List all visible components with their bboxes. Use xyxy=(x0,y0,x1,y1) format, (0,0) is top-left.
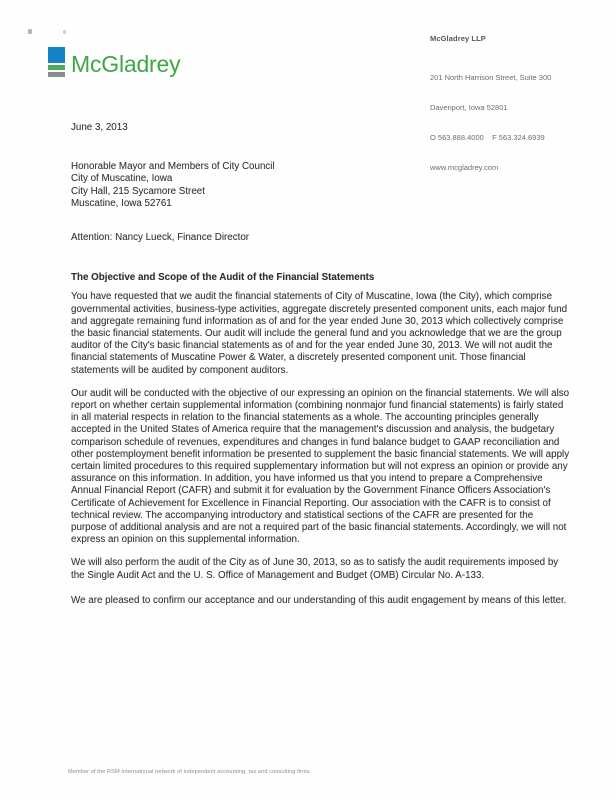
letter-heading: The Objective and Scope of the Audit of the Financial Statements xyxy=(71,272,375,284)
recipient-line: City Hall, 215 Sycamore Street xyxy=(71,185,205,197)
recipient-line: Honorable Mayor and Members of City Council xyxy=(71,161,275,173)
firm-address-line: 201 North Harrison Street, Suite 300 xyxy=(430,73,552,82)
firm-name: McGladrey LLP xyxy=(430,34,486,43)
mcgladrey-wordmark: McGladrey xyxy=(71,51,181,77)
recipient-line: Muscatine, Iowa 52761 xyxy=(71,197,172,209)
letter-paragraph: You have requested that we audit the financial statements of City of Muscatine, Iowa (the City), which comprise governmental activities, business-type activities, aggregate discretely presented component units, each major fund and aggregate remaining fund information as of and for the year ended June 30, 2013 which collectively comprise the basic financial statements. Our audit will include the general fund and you acknowledge that we are the group auditor of the City's basic financial statements as of and for the year ended June 30, 2013. We will not audit the financial statements of Muscatine Power & Water, a discretely presented component unit. Those financial statements will be audited by component auditors. xyxy=(71,291,568,376)
rsm-member-footnote: Member of the RSM International network of independent accounting, tax and consulting firms. xyxy=(68,769,312,775)
logo-green-bar-icon xyxy=(48,65,65,70)
letter-body xyxy=(71,122,571,618)
firm-address-line: Davenport, Iowa 52801 xyxy=(430,103,508,112)
letter-date: June 3, 2013 xyxy=(71,122,128,133)
scan-artifact xyxy=(63,30,66,34)
scan-artifact xyxy=(28,29,32,34)
letter-paragraph: Our audit will be conducted with the objective of our expressing an opinion on the financial statements. We will also report on whether certain supplemental information (combining nonmajor fund financial statements) is fairly stated in all material respects in relation to the financial statements as a whole. The accounting principles generally accepted in the United States of America require that the management's discussion and analysis, the budgetary comparison schedule of revenues, expenditures and changes in fund balance budget to GAAP reconciliation and other postemployment benefit information be presented to supplement the basic financial statements. We will apply certain limited procedures to this required supplementary information but will not express an opinion or provide any assurance on this information. In addition, you have informed us that you intend to prepare a Comprehensive Annual Financial Report (CAFR) and submit it for evaluation by the Government Finance Officers Association's Certificate of Achievement for Excellence in Financial Reporting. Our association with the CAFR is to consist of technical review. The accompanying introductory and statistical sections of the CAFR are presented for the purpose of additional analysis and are not a required part of the basic financial statements. Accordingly, we will not express an opinion on this supplemental information. xyxy=(71,387,570,546)
firm-website: www.mcgladrey.com xyxy=(430,163,499,172)
recipient-block xyxy=(71,161,571,210)
logo-gray-bar-icon xyxy=(48,72,65,77)
attention-line: Attention: Nancy Lueck, Finance Director xyxy=(71,232,250,244)
logo-blue-square-icon xyxy=(48,47,65,63)
letter-paragraph: We are pleased to confirm our acceptance and our understanding of this audit engagement by means of this letter. xyxy=(71,594,567,606)
letter-paragraph: We will also perform the audit of the City as of June 30, 2013, so as to satisfy the audit requirements imposed by the Single Audit Act and the U. S. Office of Management and Budget (OMB) Circular No. A-133. xyxy=(71,557,559,581)
firm-phone-line: O 563.888.4000 F 563.324.6939 xyxy=(430,133,545,142)
recipient-line: City of Muscatine, Iowa xyxy=(71,173,173,185)
mcgladrey-logo-mark xyxy=(48,47,65,77)
